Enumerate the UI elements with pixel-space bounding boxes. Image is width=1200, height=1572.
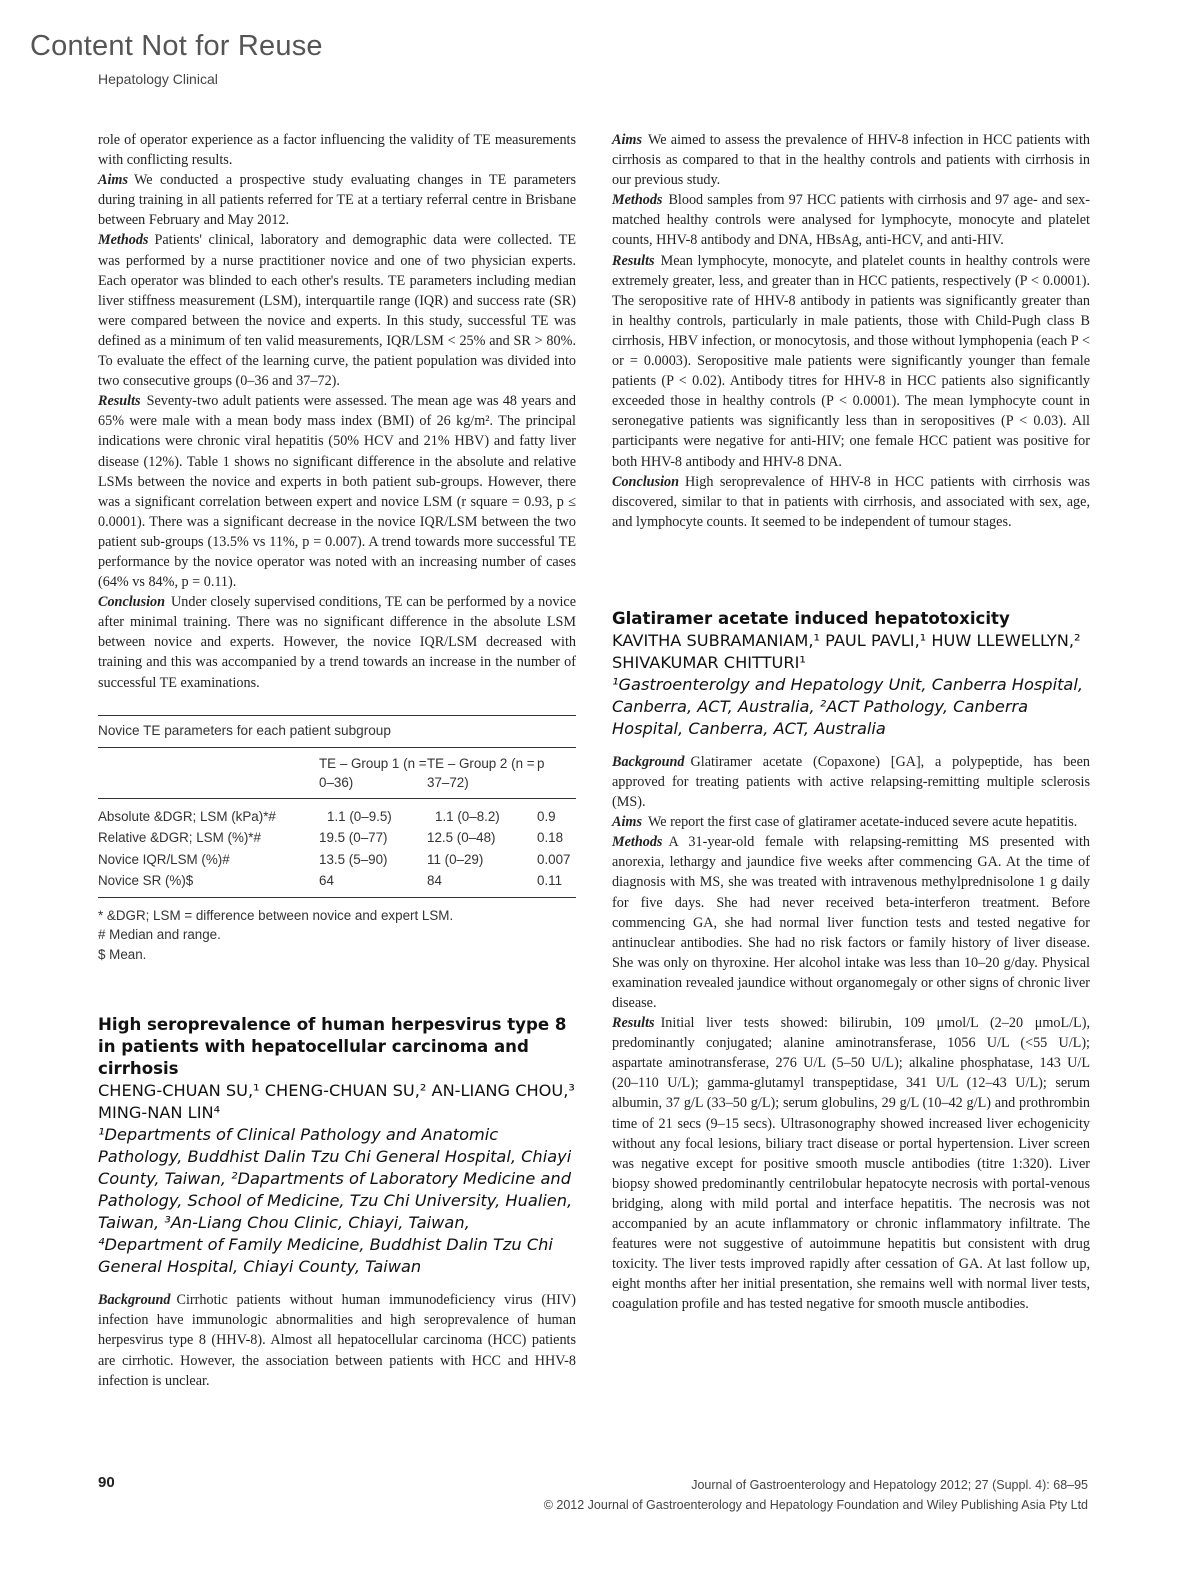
results-text: Seventy-two adult patients were assessed. The mean age was 48 years and 65% were male with a mean body mass index (BMI) of 26 kg/m². The principal indications were chronic viral hepatitis (50% HCV and 21% HBV) and fatty liver disease (12%). Table 1 shows no significant difference in the absolute and relative LSMs between the novice and experts in both patient sub-groups. However, there was a significant correlation between expert and novice LSM (r square = 0.93, p ≤ 0.0001). There was a significant decrease in the novice IQR/LSM between the two patient sub-groups (13.5% vs 11%, p = 0.007). A trend towards more successful TE performance by the novice operator was noted with an increasing number of cases (64% vs 84%, p = 0.11). [98,393,576,591]
table-cell-p: 0.18 [537,830,564,846]
background-label: Background [98,1292,171,1309]
journal-citation: Journal of Gastroenterology and Hepatology 2012; 27 (Suppl. 4): 68–95 [691,1478,1088,1492]
table-row [98,798,576,827]
table-header-group1: TE – Group 1 (n = 0–36) [319,755,427,790]
article2-results-paragraph [612,251,1090,472]
table-row [98,870,576,897]
article3-title: Glatiramer acetate induced hepatotoxicity [612,608,1010,628]
table-note: # Median and range. [98,927,221,943]
table-cell-p: 0.9 [537,808,556,824]
methods-text: Patients' clinical, laboratory and demographic data were collected. TE was performed by a nurse practitioner novice and one of two physician experts. Each operator was blinded to each other's results. TE parameters including median liver stiffness measurement (LSM), interquartile range (IQR) and success rate (SR) were compared between the novice and experts. In this study, successful TE was defined as a minimum of ten valid measurements, IQR/LSM < 25% and SR > 80%. To evaluate the effect of the learning curve, the patient population was divided into two consecutive groups (0–36 and 37–72). [98,232,576,390]
footer-citation [544,1475,1088,1515]
article3-authors: KAVITHA SUBRAMANIAM,¹ PAUL PAVLI,¹ HUW LLEWELLYN,² SHIVAKUMAR CHITTURI¹ [612,630,1081,672]
conclusion-label: Conclusion [612,473,680,490]
table-cell-group1: 19.5 (0–77) [319,830,388,846]
results-text: Mean lymphocyte, monocyte, and platelet counts in healthy controls were extremely greater, less, and greater than in HCC patients, respectively (P < 0.0001). The seropositive rate of HHV-8 antibody in patients was significantly greater than in healthy controls, particularly in male patients, those with Child-Pugh class B cirrhosis, HBV infection, or monocytosis, and those without lymphopenia (each P < or = 0.0003). Seropositive male patients were significantly younger than female patients (P < 0.02). Antibody titres for HHV-8 in HCC patients also significantly exceeded those in healthy controls (P < 0.0001). The mean lymphocyte count in seronegative patients was significantly less than in seropositives (P < 0.03). All participants were negative for anti-HIV; one female HCC patient was positive for both HHV-8 antibody and HHV-8 DNA. [612,252,1090,470]
table-notes [98,906,576,965]
article2-aims-paragraph [612,130,1090,190]
table-cell-label: Absolute &DGR; LSM (kPa)*# [98,808,276,824]
article2-affiliation: ¹Departments of Clinical Pathology and Anatomic Pathology, Buddhist Dalin Tzu Chi General Hospital, Chiayi County, Taiwan, ²Dapartments of Laboratory Medicine and Pathology, School of Medicine, Tzu Chi University, Hualien, Taiwan, ³An-Liang Chou Clinic, Chiayi, Taiwan, ⁴Department of Family Medicine, Buddhist Dalin Tzu Chi General Hospital, Chiayi County, Taiwan [98,1125,573,1277]
table-title: Novice TE parameters for each patient subgroup [98,715,576,748]
aims-label: Aims [98,172,128,189]
right-column [612,130,1090,1315]
table-header-row [98,748,576,799]
article2-authors: CHENG-CHUAN SU,¹ CHENG-CHUAN SU,² AN-LIANG CHOU,³ MING-NAN LIN⁴ [98,1081,575,1123]
table-header-empty [98,748,319,799]
article3-methods-paragraph [612,832,1090,1013]
methods-label: Methods [612,192,663,209]
table-cell-group1: 64 [319,873,334,889]
article2-title: High seroprevalence of human herpesvirus type 8 in patients with hepatocellular carcinoma and cirrhosis [98,1015,567,1079]
article3-results-paragraph [612,1013,1090,1314]
table-cell-group2: 12.5 (0–48) [427,830,496,846]
background-text: Glatiramer acetate (Copaxone) [GA], a polypeptide, has been approved for treating patients with active relapsing-remitting multiple sclerosis (MS). [612,753,1090,811]
conclusion-label: Conclusion [98,594,166,611]
aims-text: We conducted a prospective study evaluating changes in TE parameters during training in all patients referred for TE at a tertiary referral centre in Brisbane between February and May 2012. [98,172,576,229]
methods-label: Methods [98,232,149,249]
left-column [98,130,576,1391]
table-cell-group1: 1.1 (0–9.5) [327,808,392,824]
methods-text: A 31-year-old female with relapsing-remitting MS presented with anorexia, lethargy and jaundice five weeks after commencing GA. At the time of diagnosis with MS, she was treated with intravenous methylprednisolone 1 g daily for five days. She had never received beta-interferon treatment. Before commencing GA, she had normal liver function tests and tested negative for antinuclear antibodies. She had no risk factors or family history of liver disease. She was only on thyroxine. Her alcohol intake was less than 10–20 g/day. Physical examination revealed jaundice without organomegaly or other signs of chronic liver disease. [612,834,1090,1011]
aims-text: We report the first case of glatiramer acetate-induced severe acute hepatitis. [647,814,1078,831]
table-cell-group2: 11 (0–29) [427,851,484,867]
article3-aims-paragraph [612,812,1090,832]
table-note: * &DGR; LSM = difference between novice and expert LSM. [98,907,454,923]
table-header-group2: TE – Group 2 (n = 37–72) [427,755,535,790]
table-header-p: p [537,755,545,771]
te-table [98,748,576,898]
conclusion-paragraph [98,592,576,692]
table-cell-label: Novice SR (%)$ [98,873,194,889]
article2-background-paragraph [98,1290,576,1390]
conclusion-text: Under closely supervised conditions, TE can be performed by a novice after minimal training. There was no significant difference in the absolute LSM between novice and experts. However, the novice IQR/LSM decreased with training and this was accompanied by a trend towards an increase in the number of successful TE examinations. [98,594,576,691]
table-cell-group2: 84 [427,873,442,889]
background-label: Background [612,753,685,770]
table-cell-group1: 13.5 (5–90) [319,851,388,867]
article3-background-paragraph [612,752,1090,812]
table-cell-p: 0.11 [537,873,563,889]
aims-paragraph [98,170,576,230]
section-label: Hepatology Clinical [98,71,218,87]
intro-paragraph: role of operator experience as a factor influencing the validity of TE measurements with conflicting results. [98,132,576,169]
page-number: 90 [98,1474,115,1491]
conclusion-text: High seroprevalence of HHV-8 in HCC patients with cirrhosis was discovered, similar to that in patients with cirrhosis, and associated with sex, age, and lymphocyte counts. It seemed to be independent of tumour stages. [612,473,1090,530]
aims-label: Aims [612,814,642,831]
table-cell-group2: 1.1 (0–8.2) [435,808,500,824]
table-cell-p: 0.007 [537,851,571,867]
watermark: Content Not for Reuse [30,30,323,62]
results-label: Results [98,393,141,410]
table-cell-label: Novice IQR/LSM (%)# [98,851,230,867]
results-label: Results [612,252,655,269]
table-cell-label: Relative &DGR; LSM (%)*# [98,830,261,846]
aims-label: Aims [612,132,642,148]
methods-text: Blood samples from 97 HCC patients with cirrhosis and 97 age- and sex-matched healthy controls were analysed for lymphocyte, monocyte and platelet counts, HHV-8 antibody and DNA, HBsAg, anti-HCV, and anti-HIV. [612,192,1090,249]
article2-conclusion-paragraph [612,472,1090,532]
results-text: Initial liver tests showed: bilirubin, 109 μmol/L (2–20 μmoL/L), predominantly conjugated; alanine aminotransferase, 1056 U/L (<55 U/L); aspartate aminotransferase, 276 U/L (5–50 U/L); alkaline phosphatase, 143 U/L (20–110 U/L); gamma-glutamyl transpeptidase, 341 U/L (12–43 U/L); serum albumin, 37 g/L (33–50 g/L); serum globulins, 29 g/L (10–42 g/L) and prothrombin time of 21 secs (9–15 secs). Ultrasonography showed increased liver echogenicity without any focal lesions, biliary tract disease or portal hypertension. Liver screen was negative except for positive smooth muscle antibodies (titre 1:320). Liver biopsy showed predominantly centrilobular hepatocyte necrosis with portal-venous bridging, along with mild portal and interface hepatitis. The necrosis was not accompanied by an acute inflammatory or chronic inflammatory infiltrate. The features were not suggestive of autoimmune hepatitis but consistent with drug toxicity. The liver tests improved rapidly after cessation of GA. At last follow up, eight months after her initial presentation, she remains well with normal liver tests, coagulation profile and has tested negative for smooth muscle antibodies. [612,1015,1090,1313]
results-label: Results [612,1015,655,1032]
copyright-notice: © 2012 Journal of Gastroenterology and Hepatology Foundation and Wiley Publishing Asia Pty Ltd [543,1498,1088,1512]
table-row [98,827,576,849]
background-text: Cirrhotic patients without human immunodeficiency virus (HIV) infection have immunologic abnormalities and high seroprevalence of human herpesvirus type 8 (HHV-8). Almost all hepatocellular carcinoma (HCC) patients are cirrhotic. However, the association between patients with HCC and HHV-8 infection is unclear. [98,1292,576,1389]
table-row [98,849,576,871]
aims-text: We aimed to assess the prevalence of HHV-8 infection in HCC patients with cirrhosis as compared to that in the healthy controls and patients with cirrhosis in our previous study. [612,132,1090,189]
table-note: $ Mean. [98,946,147,962]
methods-paragraph [98,230,576,391]
article3-affiliation: ¹Gastroenterolgy and Hepatology Unit, Canberra Hospital, Canberra, ACT, Australia, ²ACT Pathology, Canberra Hospital, Canberra, ACT, Australia [612,674,1083,738]
article2-methods-paragraph [612,190,1090,250]
results-paragraph [98,391,576,592]
methods-label: Methods [612,834,663,851]
